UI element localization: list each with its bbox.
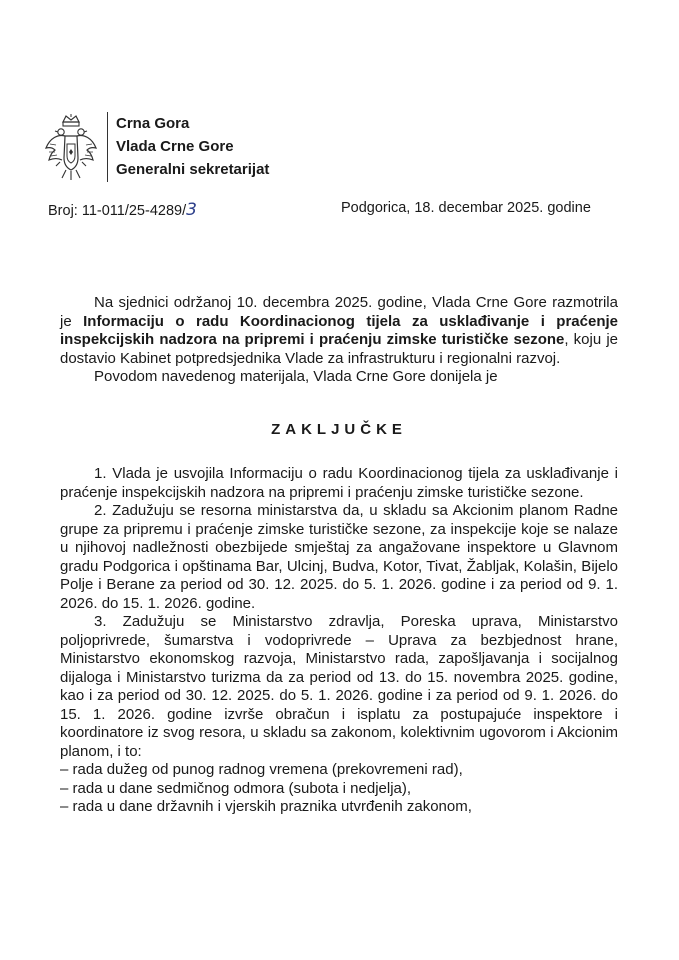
org-government: Vlada Crne Gore [116,138,234,155]
reference-number [48,200,197,220]
org-secretariat: Generalni sekretarijat [116,161,270,178]
dash-list-item: – rada u dane državnih i vjerskih praznika utvrđenih zakonom, [60,798,472,815]
document-body [60,294,618,817]
dash-list-item: – rada dužeg od punog radnog vremena (prekovremeni rad), [60,761,463,778]
montenegro-coat-of-arms-icon [44,114,98,182]
dash-list-item: – rada u dane sedmičnog odmora (subota i nedjelja), [60,779,412,797]
reference-label: Broj: 11-011/25-4289/ [48,203,187,219]
conclusion-item: 3. Zadužuju se Ministarstvo zdravlja, Poreska uprava, Ministarstvo poljoprivrede, šumarstva i vodoprivrede – Uprava za bezbjednost hrane, Ministarstvo ekonomskog razvoja, Ministarstvo rada, zapošljavanja i socijalnog dijaloga i Ministarstvo turizma da za period od 13. do 15. novembra 2025. godine, kao i za period od 30. 12. 2025. do 5. 1. 2026. godine i za period od 9. 1. 2026. do 15. 1. 2026. godine izvrše obračun i isplatu za postupajuće inspektore i koordinatore iz svog resora, u skladu sa zakonom, kolektivnim ugovorom i Akcionim planom, i to: [60,613,618,760]
intro-text-bold: Informaciju o radu Koordinacionog tijela za usklađivanje i praćenje inspekcijskih nadzora na pripremi i praćenju zimske turističke sezone [60,312,618,348]
conclusion-item: 2. Zadužuju se resorna ministarstva da, u skladu sa Akcionim planom Radne grupe za pripremu i praćenje zimske turističke sezone, za inspekcije koje se nalaze u njihovoj nadležnosti obezbijede smještaj za angažovane inspektore u Glavnom gradu Podgorica i opštinama Bar, Ulcinj, Budva, Kotor, Tivat, Žabljak, Kolašin, Bijelo Polje i Berane za period od 30. 12. 2025. do 5. 1. 2026. godine i za period od 9. 1. 2026. do 15. 1. 2026. godine. [60,502,618,612]
org-country: Crna Gora [116,115,190,132]
handwritten-number: 3 [186,200,197,220]
intro-text-start: Na sjednici održanoj 10. decembra 2025. godine, Vlada Crne Gore razmotrila je [60,294,618,330]
document-date: Podgorica, 18. decembar 2025. godine [341,200,591,216]
conclusion-item: 1. Vlada je usvojila Informaciju o radu Koordinacionog tijela za usklađivanje i praćenje inspekcijskih nadzora na pripremi i praćenju zimske turističke sezone. [60,465,618,501]
section-title: ZAKLJUČKE [271,420,407,438]
header-divider [107,112,108,182]
intro-paragraph [60,294,618,368]
intro-text-end: , koju je dostavio Kabinet potpredsjednika Vlade za infrastrukturu i regionalni razvoj. [60,331,618,367]
intro-paragraph-2: Povodom navedenog materijala, Vlada Crne Gore donijela je [94,368,498,385]
organization-header [116,112,269,181]
